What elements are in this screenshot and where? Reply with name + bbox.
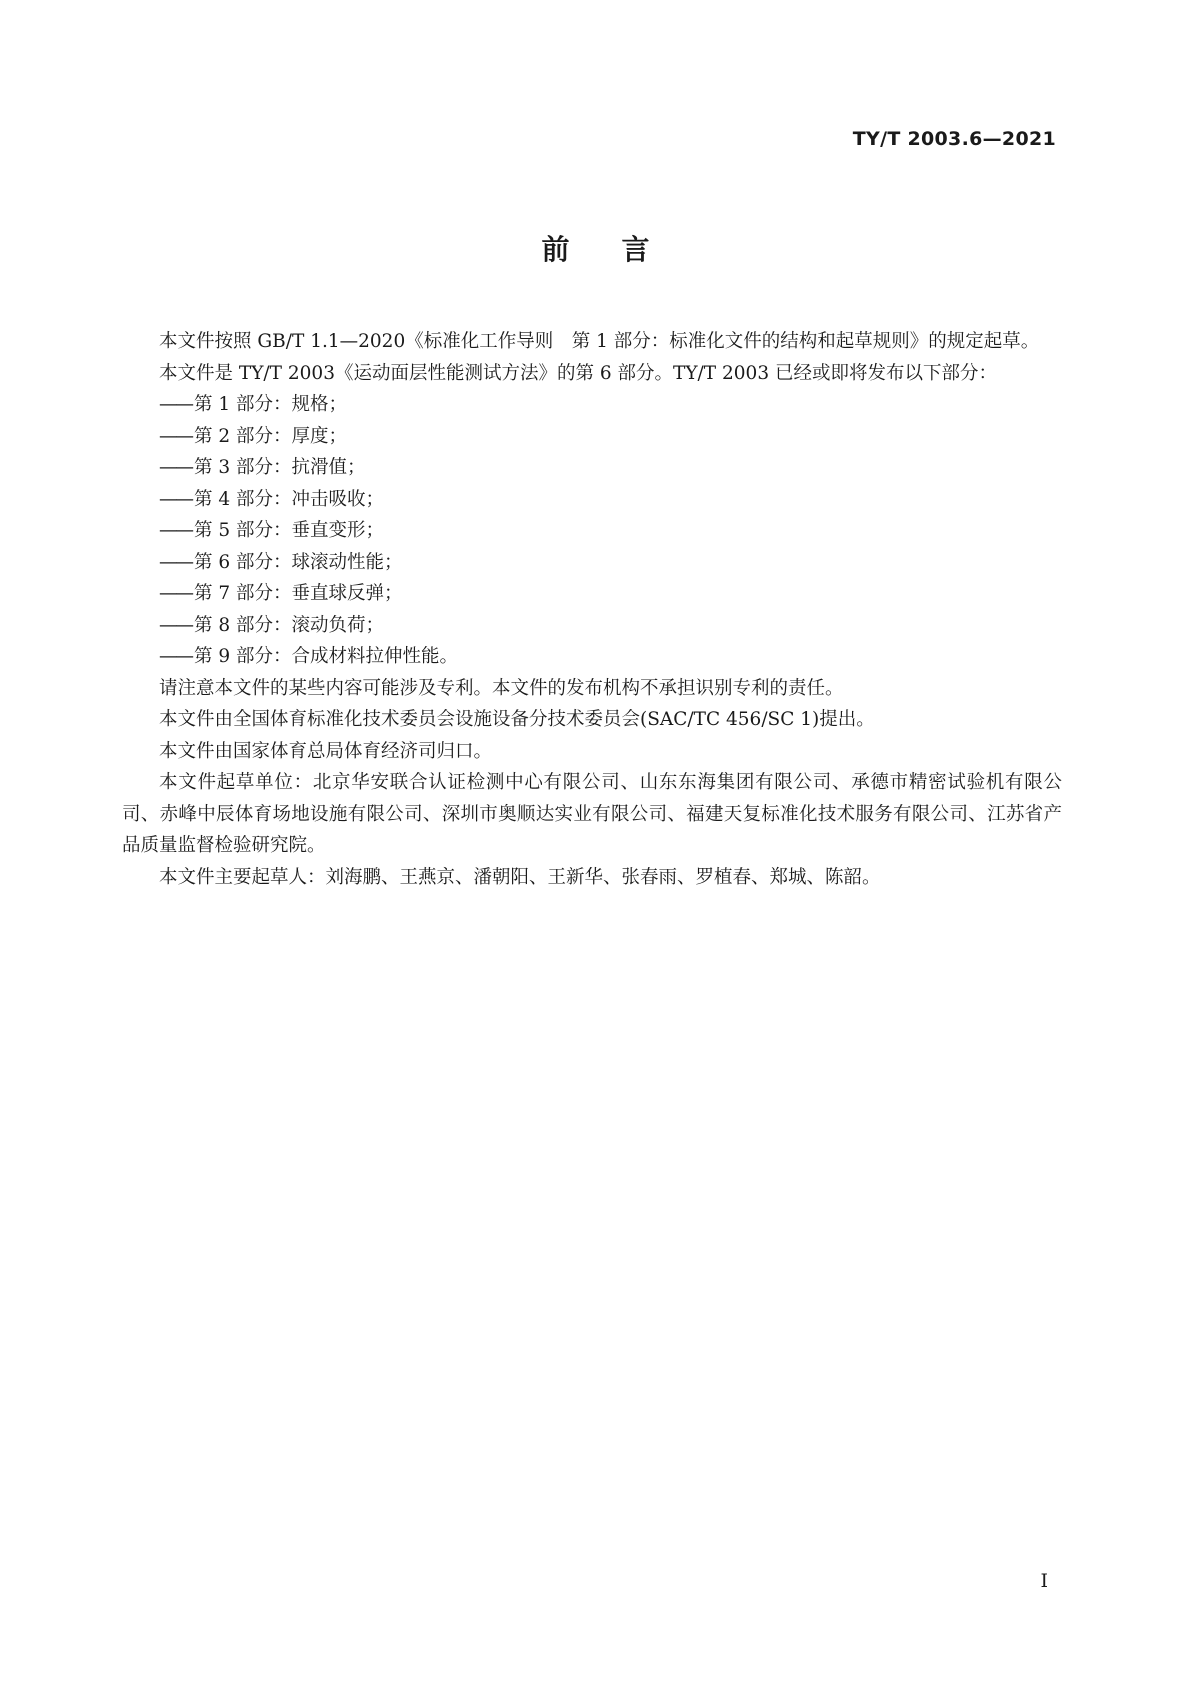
- list-dash: ——: [159, 551, 192, 573]
- list-item: [122, 484, 1062, 516]
- parts-list: [122, 389, 1062, 673]
- list-item: [122, 610, 1062, 642]
- list-item-text: 第 8 部分：滚动负荷；: [194, 614, 385, 636]
- list-dash: ——: [159, 425, 192, 447]
- list-item-text: 第 6 部分：球滚动性能；: [194, 551, 403, 573]
- page-number: I: [1040, 1570, 1048, 1592]
- list-item-text: 第 3 部分：抗滑值；: [194, 457, 366, 478]
- list-dash: ——: [159, 614, 192, 636]
- list-dash: ——: [159, 394, 192, 415]
- page-title: 前言: [541, 233, 702, 266]
- list-item-text: 第 4 部分：冲击吸收；: [194, 488, 385, 510]
- list-dash: ——: [159, 583, 192, 604]
- paragraph-series-intro: 本文件是 TY/T 2003《运动面层性能测试方法》的第 6 部分。TY/T 2003 已经或即将发布以下部分：: [159, 362, 997, 384]
- list-item-text: 第 7 部分：垂直球反弹；: [194, 583, 403, 604]
- paragraph-drafting-units: 本文件起草单位：北京华安联合认证检测中心有限公司、山东东海集团有限公司、承德市精密试验机有限公司、赤峰中辰体育场地设施有限公司、深圳市奥顺达实业有限公司、福建天复标准化技术服务有限公司、江苏省产品质量监督检验研究院。: [122, 772, 1062, 856]
- list-dash: ——: [159, 520, 192, 541]
- list-item: [122, 515, 1062, 547]
- list-item-text: 第 1 部分：规格；: [194, 394, 348, 415]
- paragraph-administered-by: 本文件由国家体育总局体育经济司归口。: [159, 740, 493, 762]
- list-dash: ——: [159, 646, 192, 667]
- foreword-body: [122, 326, 1062, 893]
- list-item: [122, 547, 1062, 579]
- list-item-text: 第 9 部分：合成材料拉伸性能。: [194, 646, 459, 667]
- paragraph-patent-notice: 请注意本文件的某些内容可能涉及专利。本文件的发布机构不承担识别专利的责任。: [159, 677, 844, 699]
- paragraph-drafters: 本文件主要起草人：刘海鹏、王燕京、潘朝阳、王新华、张春雨、罗植春、郑城、陈韶。: [159, 866, 881, 888]
- list-item: [122, 389, 1062, 421]
- list-dash: ——: [159, 488, 192, 510]
- paragraph-drafting-rules: 本文件按照 GB/T 1.1—2020《标准化工作导则 第 1 部分：标准化文件的结构和起草规则》的规定起草。: [159, 331, 1040, 352]
- list-item: [122, 452, 1062, 484]
- list-item: [122, 421, 1062, 453]
- list-item: [122, 641, 1062, 673]
- list-item-text: 第 5 部分：垂直变形；: [194, 520, 385, 541]
- list-item: [122, 578, 1062, 610]
- paragraph-proposed-by: 本文件由全国体育标准化技术委员会设施设备分技术委员会(SAC/TC 456/SC 1)提出。: [159, 709, 875, 730]
- list-item-text: 第 2 部分：厚度；: [194, 425, 348, 447]
- standard-number: TY/T 2003.6—2021: [852, 128, 1056, 150]
- list-dash: ——: [159, 457, 192, 478]
